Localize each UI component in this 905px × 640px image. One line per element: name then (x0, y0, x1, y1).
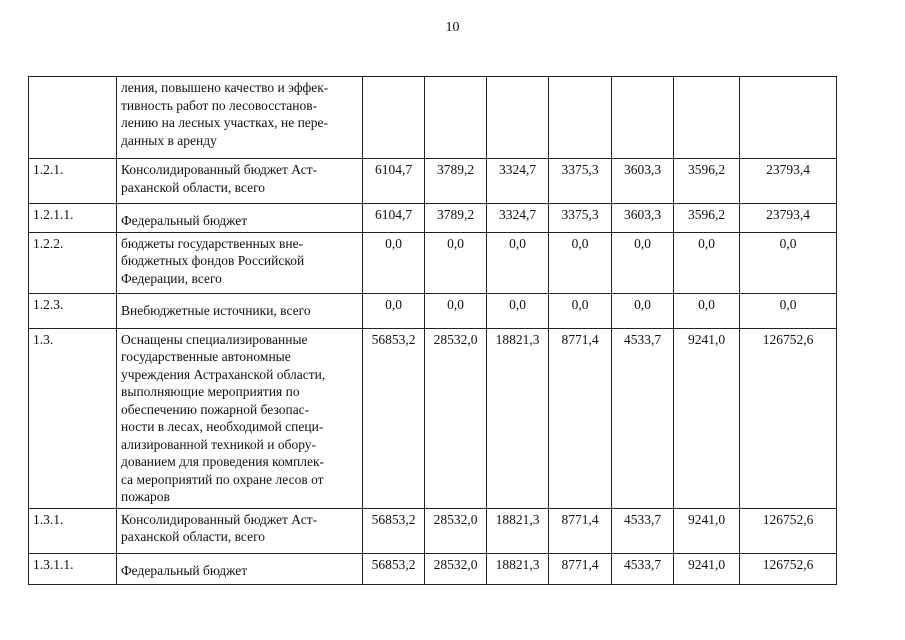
page-number: 10 (445, 20, 460, 35)
value-cell (487, 77, 549, 159)
value-cell: 6104,7 (363, 159, 425, 204)
row-code: 1.3.1.1. (29, 553, 117, 584)
table-row (29, 159, 837, 204)
value-cell: 18821,3 (487, 508, 549, 553)
value-cell (425, 77, 487, 159)
value-cell: 3324,7 (487, 159, 549, 204)
description-line: Консолидированный бюджет Аст- (121, 511, 318, 527)
value-cell: 18821,3 (487, 553, 549, 584)
row-code: 1.2.2. (29, 232, 117, 293)
value-cell (363, 77, 425, 159)
value-cell: 0,0 (549, 232, 612, 293)
table-row (29, 553, 837, 584)
value-cell: 8771,4 (549, 328, 612, 508)
value-cell: 126752,6 (740, 508, 837, 553)
row-description (117, 328, 363, 508)
description-line: дованием для проведения комплек- (121, 454, 325, 469)
value-cell: 3596,2 (674, 204, 740, 233)
description-line: Федеральный бюджет (121, 213, 248, 228)
value-cell: 3789,2 (425, 159, 487, 204)
value-cell: 126752,6 (740, 553, 837, 584)
value-cell: 0,0 (612, 293, 674, 328)
table-row (29, 328, 837, 508)
value-cell: 3596,2 (674, 159, 740, 204)
description-line: ления, повышено качество и эффек- (121, 80, 329, 95)
value-cell: 0,0 (612, 232, 674, 293)
description-line: тивность работ по лесовосстанов- (121, 97, 318, 113)
description-line: раханской области, всего (121, 529, 266, 544)
value-cell: 0,0 (674, 293, 740, 328)
description-line: раханской области, всего (121, 179, 266, 195)
value-cell (549, 77, 612, 159)
budget-table (28, 76, 837, 585)
row-description (117, 293, 363, 328)
description-line: ности в лесах, необходимой специ- (121, 419, 324, 434)
description-line: бюджеты государственных вне- (121, 235, 304, 251)
value-cell: 23793,4 (740, 159, 837, 204)
value-cell: 18821,3 (487, 328, 549, 508)
value-cell: 23793,4 (740, 204, 837, 233)
value-cell: 0,0 (740, 293, 837, 328)
row-code: 1.3.1. (29, 508, 117, 553)
row-code: 1.3. (29, 328, 117, 508)
description-line: данных в аренду (121, 132, 217, 148)
value-cell: 9241,0 (674, 553, 740, 584)
value-cell: 126752,6 (740, 328, 837, 508)
description-line: Консолидированный бюджет Аст- (121, 162, 318, 177)
value-cell: 0,0 (363, 232, 425, 293)
description-line: Оснащены специализированные (121, 331, 308, 347)
table-row (29, 293, 837, 328)
value-cell: 56853,2 (363, 553, 425, 584)
table-row (29, 508, 837, 553)
row-description (117, 77, 363, 159)
value-cell: 4533,7 (612, 508, 674, 553)
value-cell: 3324,7 (487, 204, 549, 233)
description-line: выполняющие мероприятия по (121, 384, 300, 399)
row-description (117, 232, 363, 293)
value-cell: 0,0 (363, 293, 425, 328)
value-cell: 9241,0 (674, 328, 740, 508)
value-cell: 0,0 (674, 232, 740, 293)
value-cell: 0,0 (487, 293, 549, 328)
description-line: Внебюджетные источники, всего (121, 302, 311, 318)
value-cell: 9241,0 (674, 508, 740, 553)
table-row (29, 204, 837, 233)
value-cell: 0,0 (487, 232, 549, 293)
row-description (117, 508, 363, 553)
description-line: обеспечению пожарной безопас- (121, 401, 310, 417)
value-cell: 4533,7 (612, 553, 674, 584)
table-body (29, 77, 837, 585)
row-code: 1.2.1. (29, 159, 117, 204)
row-code: 1.2.1.1. (29, 204, 117, 233)
row-code: 1.2.3. (29, 293, 117, 328)
value-cell: 3603,3 (612, 204, 674, 233)
value-cell: 3375,3 (549, 159, 612, 204)
value-cell: 28532,0 (425, 508, 487, 553)
value-cell (674, 77, 740, 159)
value-cell: 56853,2 (363, 328, 425, 508)
value-cell: 0,0 (740, 232, 837, 293)
description-line: са мероприятий по охране лесов от (121, 471, 324, 487)
description-line: Федеральный бюджет (121, 562, 248, 578)
row-description (117, 159, 363, 204)
value-cell: 6104,7 (363, 204, 425, 233)
row-description (117, 553, 363, 584)
value-cell (740, 77, 837, 159)
table-row (29, 232, 837, 293)
description-line: пожаров (121, 489, 170, 504)
value-cell: 8771,4 (549, 553, 612, 584)
description-line: государственные автономные (121, 349, 291, 364)
value-cell: 56853,2 (363, 508, 425, 553)
value-cell: 0,0 (425, 293, 487, 328)
value-cell: 3789,2 (425, 204, 487, 233)
value-cell: 8771,4 (549, 508, 612, 553)
value-cell: 0,0 (549, 293, 612, 328)
description-line: Федерации, всего (121, 270, 222, 286)
value-cell: 28532,0 (425, 553, 487, 584)
value-cell: 28532,0 (425, 328, 487, 508)
description-line: учреждения Астраханской области, (121, 366, 326, 382)
value-cell: 3603,3 (612, 159, 674, 204)
description-line: лению на лесных участках, не пере- (121, 115, 329, 130)
row-description (117, 204, 363, 233)
description-line: ализированной техникой и обору- (121, 436, 317, 452)
value-cell: 0,0 (425, 232, 487, 293)
value-cell: 3375,3 (549, 204, 612, 233)
value-cell (612, 77, 674, 159)
value-cell: 4533,7 (612, 328, 674, 508)
table-row (29, 77, 837, 159)
description-line: бюджетных фондов Российской (121, 253, 305, 268)
row-code (29, 77, 117, 159)
